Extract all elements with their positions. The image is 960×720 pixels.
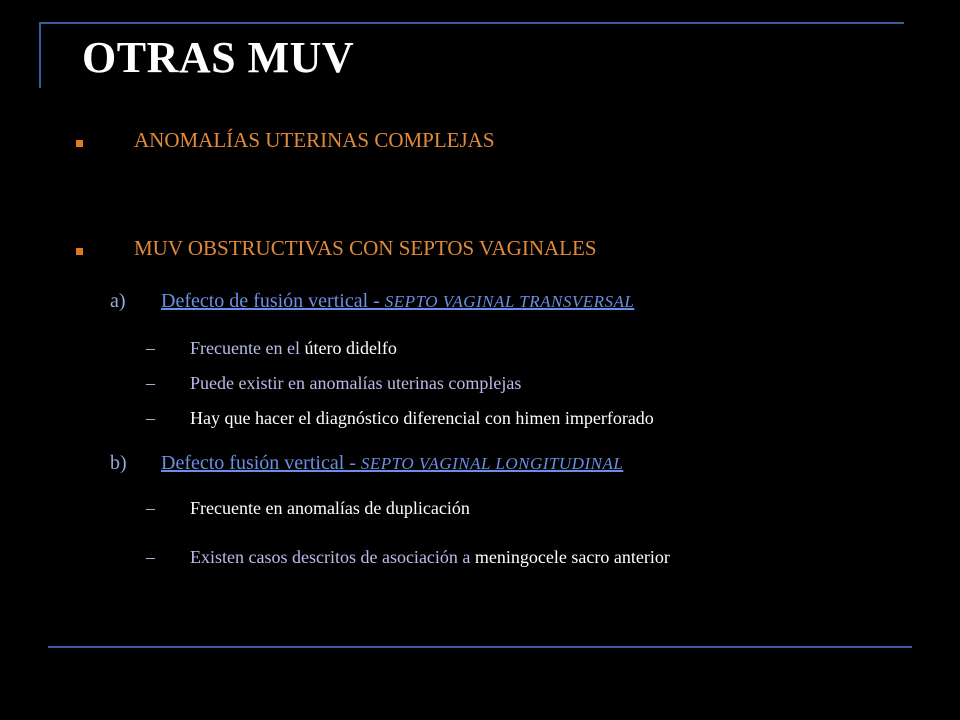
sub-item-marker: b) [110, 452, 127, 474]
dash-marker: – [146, 373, 155, 393]
list-item-text [190, 498, 470, 519]
list-item-muted: Puede existir en anomalías uterinas complejas [190, 373, 522, 393]
sub-item-marker: a) [110, 290, 126, 312]
bullet-square-icon [76, 248, 83, 255]
list-item-bright: Frecuente en anomalías de duplicación [190, 498, 470, 518]
sub-item-a-emphasis: SEPTO VAGINAL TRANSVERSAL [384, 292, 635, 311]
sub-item-a-text: Defecto de fusión vertical - [161, 290, 385, 312]
sub-item-b-text: Defecto fusión vertical - [161, 452, 361, 474]
list-item-muted: Existen casos descritos de asociación a [190, 547, 475, 567]
list-item-text [190, 408, 654, 429]
dash-marker: – [146, 498, 155, 518]
bullet-square-icon [76, 140, 83, 147]
list-item-bright: útero didelfo [304, 338, 397, 358]
sub-item-b-link[interactable] [161, 452, 623, 475]
dash-marker: – [146, 338, 155, 358]
list-item-text [190, 338, 397, 359]
slide-title: OTRAS MUV [82, 33, 355, 82]
sub-item-a-link[interactable] [161, 290, 634, 313]
bullet-anomalias-uterinas: ANOMALÍAS UTERINAS COMPLEJAS [134, 128, 495, 152]
bullet-muv-obstructivas: MUV OBSTRUCTIVAS CON SEPTOS VAGINALES [134, 236, 597, 260]
left-accent-rule [39, 22, 41, 88]
list-item-bright: meningocele sacro anterior [474, 547, 670, 567]
dash-marker: – [146, 547, 155, 567]
sub-item-b-emphasis: SEPTO VAGINAL LONGITUDINAL [360, 454, 624, 473]
top-accent-rule [40, 22, 904, 24]
list-item-text [190, 547, 670, 568]
list-item-bright: Hay que hacer el diagnóstico diferencial con himen imperforado [190, 408, 654, 428]
list-item-muted: Frecuente en el [190, 338, 305, 358]
bottom-accent-rule [48, 646, 912, 648]
list-item-text [190, 373, 521, 394]
dash-marker: – [146, 408, 155, 428]
